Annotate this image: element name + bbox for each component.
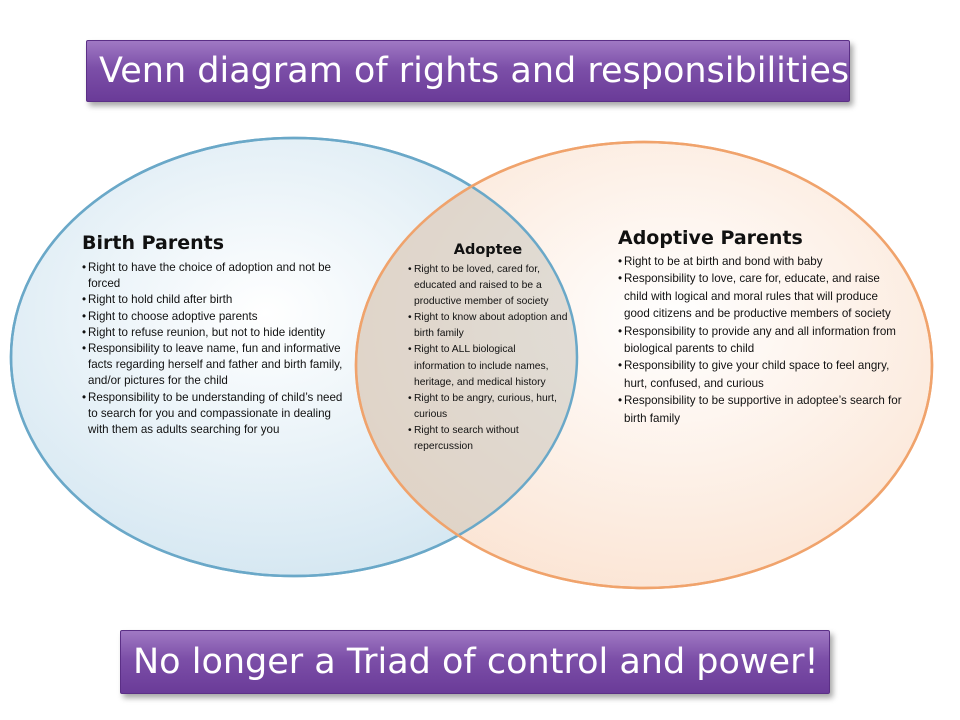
footer-banner [120,630,830,694]
birth-parents-heading: Birth Parents [82,232,224,254]
adoptee-list [408,262,568,455]
birth-parents-list [82,260,354,438]
list-item: • Right to be angry, curious, hurt, curious [408,391,568,423]
list-item: • Responsibility to provide any and all information from biological parents to child [618,323,904,358]
list-item: • Right to ALL biological information to include names, heritage, and medical history [408,342,568,390]
adoptive-parents-list [618,253,904,427]
list-item: • Right to know about adoption and birth family [408,310,568,342]
list-item: • Right to be at birth and bond with baby [618,253,904,270]
adoptive-parents-panel [618,225,904,427]
list-item: • Right to hold child after birth [82,292,354,308]
adoptive-parents-heading: Adoptive Parents [618,227,803,249]
list-item: • Right to refuse reunion, but not to hide identity [82,325,354,341]
adoptee-heading: Adoptee [453,242,523,258]
list-item: • Right to have the choice of adoption and not be forced [82,260,354,292]
footer-text: No longer a Triad of control and power! [133,642,819,682]
title-text: Venn diagram of rights and responsibilities [99,51,850,91]
birth-parents-panel [82,230,354,438]
list-item: • Responsibility to leave name, fun and informative facts regarding herself and father and birth family, and/or pictures for the child [82,341,354,390]
list-item: • Right to be loved, cared for, educated and raised to be a productive member of society [408,262,568,310]
list-item: • Responsibility to love, care for, educate, and raise child with logical and moral rules that will produce good citizens and be productive members of society [618,270,904,322]
list-item: • Responsibility to be supportive in adoptee’s search for birth family [618,392,904,427]
list-item: • Right to choose adoptive parents [82,309,354,325]
list-item: • Responsibility to give your child space to feel angry, hurt, confused, and curious [618,357,904,392]
list-item: • Right to search without repercussion [408,423,568,455]
adoptee-panel [408,240,568,455]
list-item: • Responsibility to be understanding of child’s need to search for you and compassionate in dealing with them as adults searching for you [82,390,354,439]
